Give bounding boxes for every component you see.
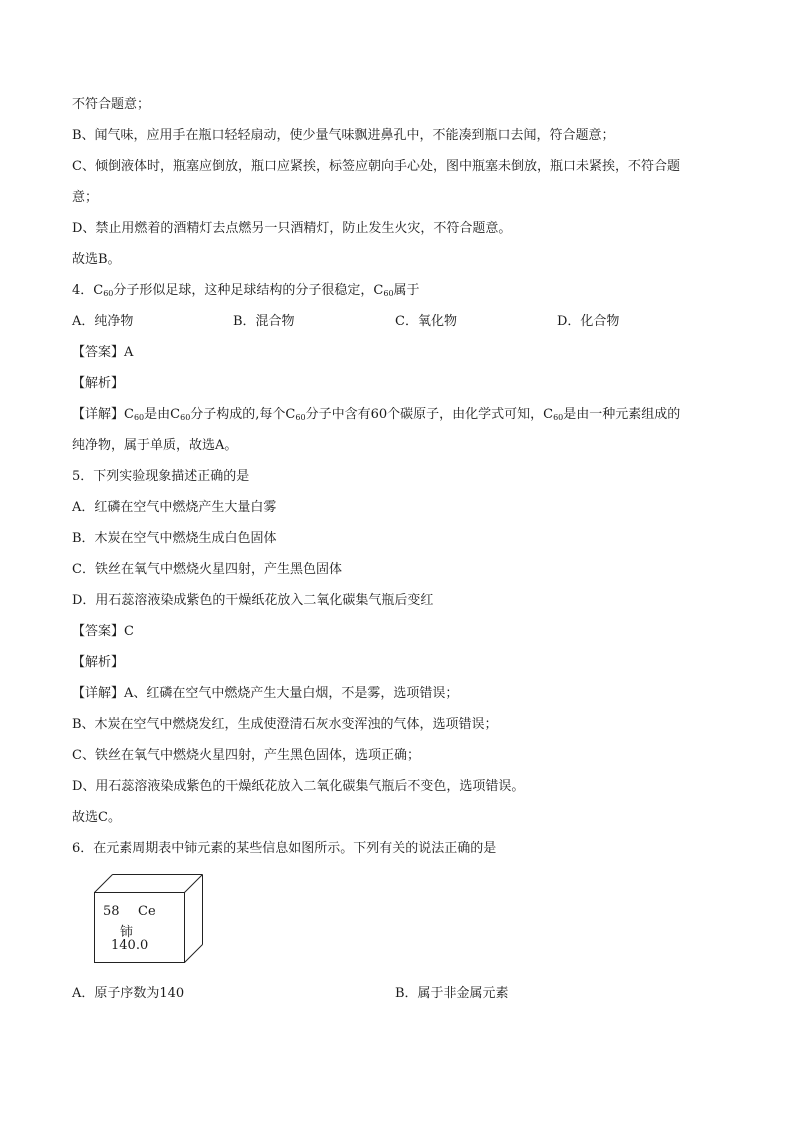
element-symbol: Ce	[138, 904, 156, 919]
text-line: 故选B。	[72, 252, 121, 267]
analysis-tag: 【解析】	[72, 655, 125, 670]
text-line: D、禁止用燃着的酒精灯去点燃另一只酒精灯，防止发生火灾，不符合题意。	[72, 221, 512, 236]
detail-line: 【详解】A、红磷在空气中燃烧产生大量白烟，不是雾，选项错误；	[72, 686, 459, 701]
answer-value: A	[124, 345, 134, 360]
option-b: B．混合物	[233, 314, 295, 329]
detail-line: C、铁丝在氧气中燃烧火星四射，产生黑色固体，选项正确；	[72, 748, 420, 763]
question-6-stem: 6．在元素周期表中铈元素的某些信息如图所示。下列有关的说法正确的是	[72, 841, 497, 856]
text-line: C、倾倒液体时，瓶塞应倒放，瓶口应紧挨，标签应朝向手心处，图中瓶塞未倒放，瓶口未紧挨，不符合题	[72, 159, 680, 174]
option-a: A．原子序数为140	[72, 986, 185, 1001]
document-page	[72, 95, 732, 1015]
atomic-number: 58	[103, 904, 120, 919]
question-6-options	[72, 984, 732, 1015]
conclusion-line: 故选C。	[72, 810, 121, 825]
text-line: 意；	[72, 190, 99, 205]
answer-line	[72, 622, 732, 653]
option-b: B．属于非金属元素	[395, 986, 509, 1001]
answer-tag: 【答案】	[72, 624, 125, 639]
detail-line: 纯净物，属于单质，故选A。	[72, 438, 238, 453]
option-c: C．氧化物	[395, 314, 457, 329]
detail-line: 【详解】$C_{60}$是由$C_{60}$分子构成的,每个$C_{60}$分子中含有60个碳原子，由化学式可知，$C_{60}$是由一种元素组成的	[72, 407, 681, 422]
option-a: A．纯净物	[72, 314, 134, 329]
analysis-tag: 【解析】	[72, 376, 125, 391]
periodic-element-cell	[94, 874, 214, 966]
option-b: B．木炭在空气中燃烧生成白色固体	[72, 531, 277, 546]
text-line: B、闻气味，应用手在瓶口轻轻扇动，使少量气味飘进鼻孔中，不能凑到瓶口去闻，符合题意；	[72, 128, 615, 143]
option-c: C．铁丝在氧气中燃烧火星四射，产生黑色固体	[72, 562, 342, 577]
answer-tag: 【答案】	[72, 345, 125, 360]
detail-line: D、用石蕊溶液染成紫色的干燥纸花放入二氧化碳集气瓶后不变色，选项错误。	[72, 779, 525, 794]
question-5-stem: 5．下列实验现象描述正确的是	[72, 469, 250, 484]
element-name: 铈	[120, 925, 134, 940]
option-d: D．用石蕊溶液染成紫色的干燥纸花放入二氧化碳集气瓶后变红	[72, 593, 434, 608]
answer-line	[72, 343, 732, 374]
option-d: D．化合物	[557, 314, 620, 329]
option-a: A．红磷在空气中燃烧产生大量白雾	[72, 500, 277, 515]
question-4-stem: 4．$C_{60}$分子形似足球，这种足球结构的分子很稳定，$C_{60}$属于	[72, 283, 420, 298]
atomic-mass: 140.0	[111, 938, 149, 953]
answer-value: C	[124, 624, 134, 639]
text-line: 不符合题意；	[72, 97, 151, 112]
detail-line: B、木炭在空气中燃烧发红，生成使澄清石灰水变浑浊的气体，选项错误；	[72, 717, 498, 732]
question-4-options	[72, 312, 732, 343]
